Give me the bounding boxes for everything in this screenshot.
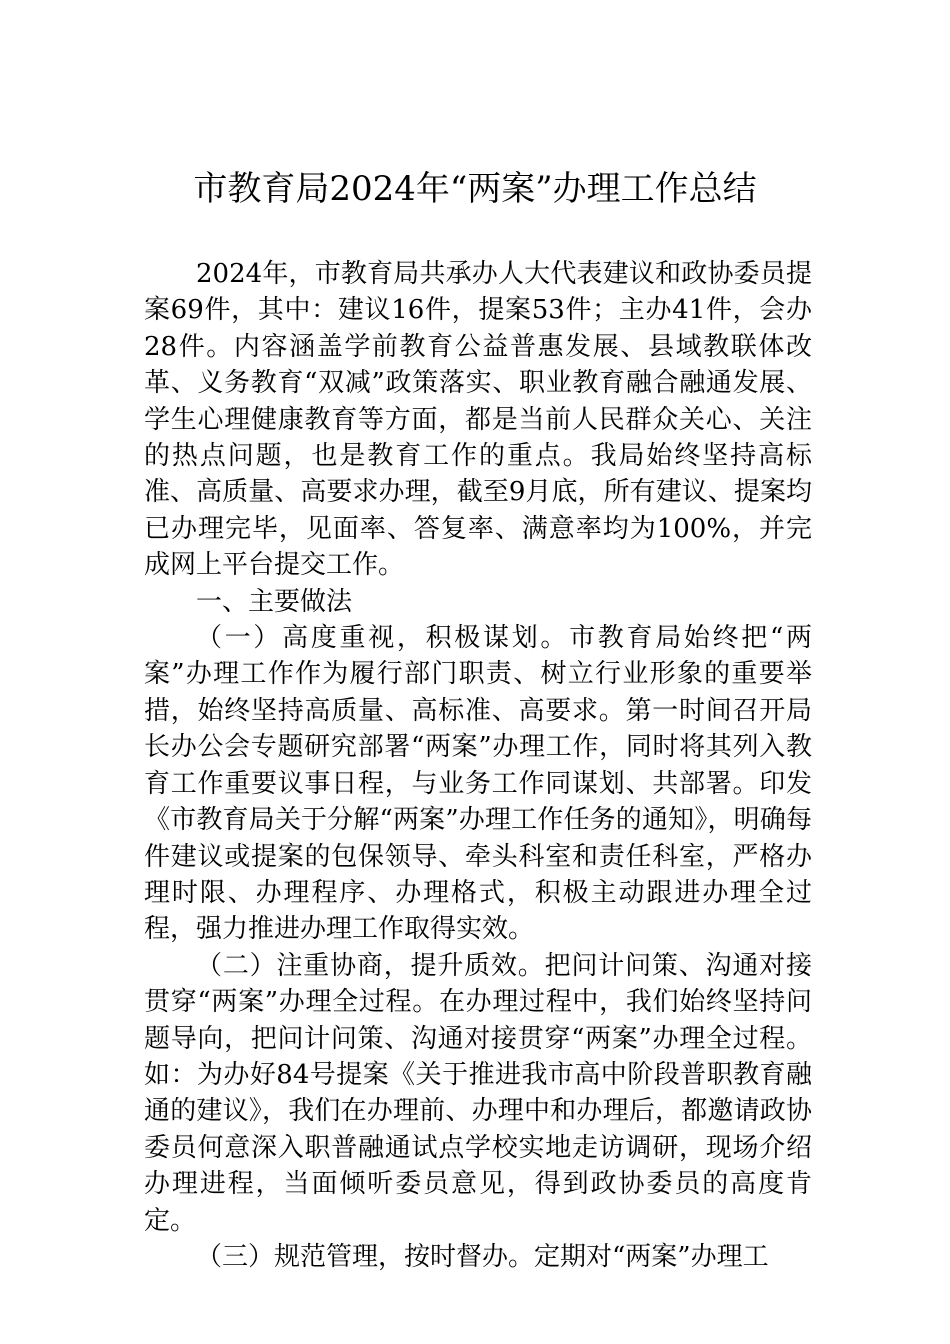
intro-paragraph: 2024年，市教育局共承办人大代表建议和政协委员提案69件，其中：建议16件，提案53件；主办41件，会办28件。内容涵盖学前教育公益普惠发展、县域教联体改革、义务教育“双减”政策落实、职业教育融合融通发展、学生心理健康教育等方面，都是当前人民群众关心、关注的热点问题，也是教育工作的重点。我局始终坚持高标准、高质量、高要求办理，截至9月底，所有建议、提案均已办理完毕，见面率、答复率、满意率均为100%，并完成网上平台提交工作。 — [144, 259, 812, 581]
subsection-paragraph-2: （二）注重协商，提升质效。把问计问策、沟通对接贯穿“两案”办理全过程。在办理过程中，我们始终坚持问题导向，把问计问策、沟通对接贯穿“两案”办理全过程。如：为办好84号提案《关于推进我市高中阶段普职教育融通的建议》，我们在办理前、办理中和办理后，都邀请政协委员何意深入职普融通试点学校实地走访调研，现场介绍办理进程，当面倾听委员意见，得到政协委员的高度肯定。 — [144, 950, 812, 1236]
subsection-paragraph-3: （三）规范管理，按时督办。定期对“两案”办理工 — [196, 1241, 769, 1272]
document-body — [144, 256, 812, 1275]
section-heading-main-practices: 一、主要做法 — [196, 586, 353, 617]
subsection-paragraph-1: （一）高度重视，积极谋划。市教育局始终把“两案”办理工作作为履行部门职责、树立行业形象的重要举措，始终坚持高质量、高标准、高要求。第一时间召开局长办公会专题研究部署“两案”办理工作，同时将其列入教育工作重要议事日程，与业务工作同谋划、共部署。印发《市教育局关于分解“两案”办理工作任务的通知》，明确每件建议或提案的包保领导、牵头科室和责任科室，严格办理时限、办理程序、办理格式，积极主动跟进办理全过程，强力推进办理工作取得实效。 — [144, 623, 812, 945]
document-title: 市教育局2024年“两案”办理工作总结 — [193, 169, 757, 209]
